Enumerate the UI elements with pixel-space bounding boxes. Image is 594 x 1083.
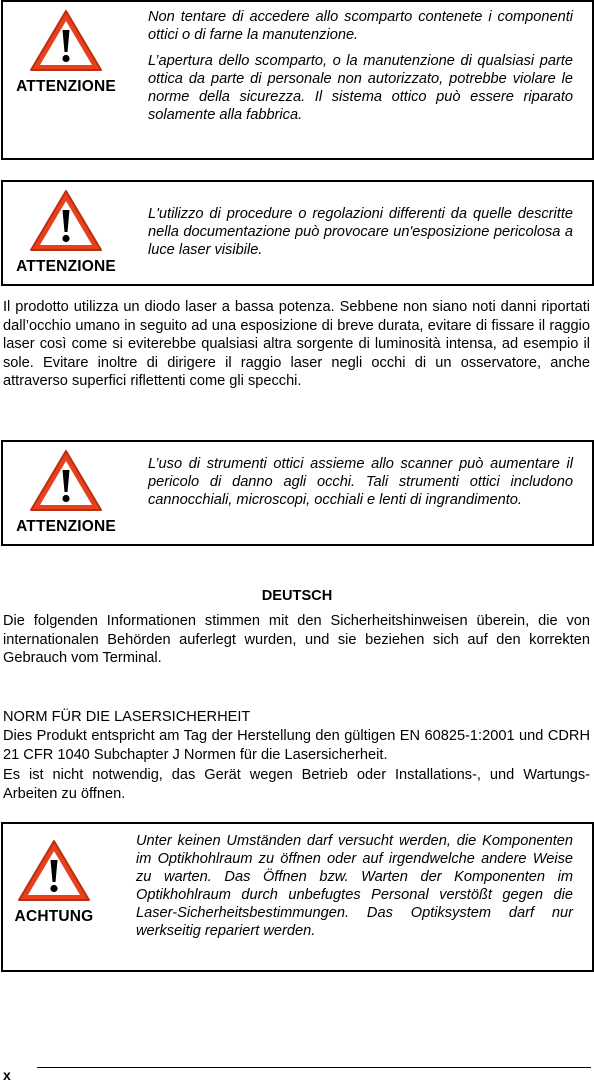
warning-triangle-icon xyxy=(28,8,104,74)
warning-label: ATTENZIONE xyxy=(16,78,116,95)
warning-triangle-icon xyxy=(28,188,104,254)
german-norm-title: NORM FÜR DIE LASERSICHERHEIT xyxy=(3,709,251,725)
german-norm-paragraph: Dies Produkt entspricht am Tag der Herstellung den gültigen EN 60825-1:2001 und CDRH 21 CFR 1040 Subchapter J Normen für die Lasersicherheit. xyxy=(3,728,590,763)
warning-text xyxy=(148,8,573,124)
warning-box-3 xyxy=(1,440,594,546)
page-number: x xyxy=(3,1067,11,1083)
german-no-open-paragraph: Es ist nicht notwendig, das Gerät wegen Betrieb oder Installations-, und Wartungs-Arbeiten zu öffnen. xyxy=(3,767,590,802)
warning-text xyxy=(148,205,573,259)
warning-triangle-icon xyxy=(28,448,104,514)
warning-triangle-icon xyxy=(16,838,92,904)
warning-box-1 xyxy=(1,0,594,160)
warning-paragraph: L’uso di strumenti ottici assieme allo scanner può aumentare il pericolo di danno agli occhi. Tali strumenti ottici includono cannocchiali, microscopi, occhiali e lenti di ingrandimento. xyxy=(148,456,573,508)
warning-text xyxy=(136,832,573,940)
warning-icon-cell xyxy=(11,188,121,276)
warning-box-4 xyxy=(1,822,594,972)
warning-icon-cell xyxy=(11,448,121,536)
warning-text xyxy=(148,455,573,509)
german-intro-paragraph: Die folgenden Informationen stimmen mit den Sicherheitshinweisen überein, die von internationalen Behörden auferlegt wurden, und sie beziehen sich auf den korrekten Gebrauch vom Terminal. xyxy=(3,613,590,666)
footer-rule xyxy=(37,1067,591,1068)
warning-icon-cell xyxy=(11,8,121,96)
section-heading-deutsch: DEUTSCH xyxy=(261,588,333,604)
warning-paragraph: Non tentare di accedere allo scomparto contenete i componenti ottici o di farne la manutenzione. xyxy=(148,9,573,43)
warning-label: ATTENZIONE xyxy=(16,258,116,275)
warning-icon-cell xyxy=(0,838,109,926)
warning-paragraph: L’apertura dello scomparto, o la manutenzione di qualsiasi parte ottica da parte di personale non autorizzato, potrebbe violare le norme della sicurezza. Il sistema ottico può essere riparato solamente alla fabbrica. xyxy=(148,53,573,123)
warning-paragraph: L'utilizzo di procedure o regolazioni differenti da quelle descritte nella documentazione può provocare un'esposizione pericolosa a luce laser visibile. xyxy=(148,206,573,258)
warning-label: ACHTUNG xyxy=(14,908,94,925)
warning-label: ATTENZIONE xyxy=(16,518,116,535)
italian-laser-paragraph: Il prodotto utilizza un diodo laser a bassa potenza. Sebbene non siano noti danni riportati dall’occhio umano in seguito ad una esposizione di breve durata, evitare di fissare il raggio laser così come si eviterebbe qualsiasi altra sorgente di luminosità intensa, ad esempio il sole. Evitare inoltre di dirigere il raggio laser negli occhi di un osservatore, anche attraverso superfici riflettenti come gli specchi. xyxy=(3,299,590,389)
warning-box-2 xyxy=(1,180,594,286)
warning-paragraph: Unter keinen Umständen darf versucht werden, die Komponenten im Optikhohlraum zu öffnen oder auf irgendwelche andere Weise zu warten. Das Öffnen bzw. Warten der Komponenten im Optikhohlraum durch unbefugtes Personal verstößt gegen die Laser-Sicherheitsbestimmungen. Das Optiksystem darf nur werkseitig repariert werden. xyxy=(136,833,573,939)
